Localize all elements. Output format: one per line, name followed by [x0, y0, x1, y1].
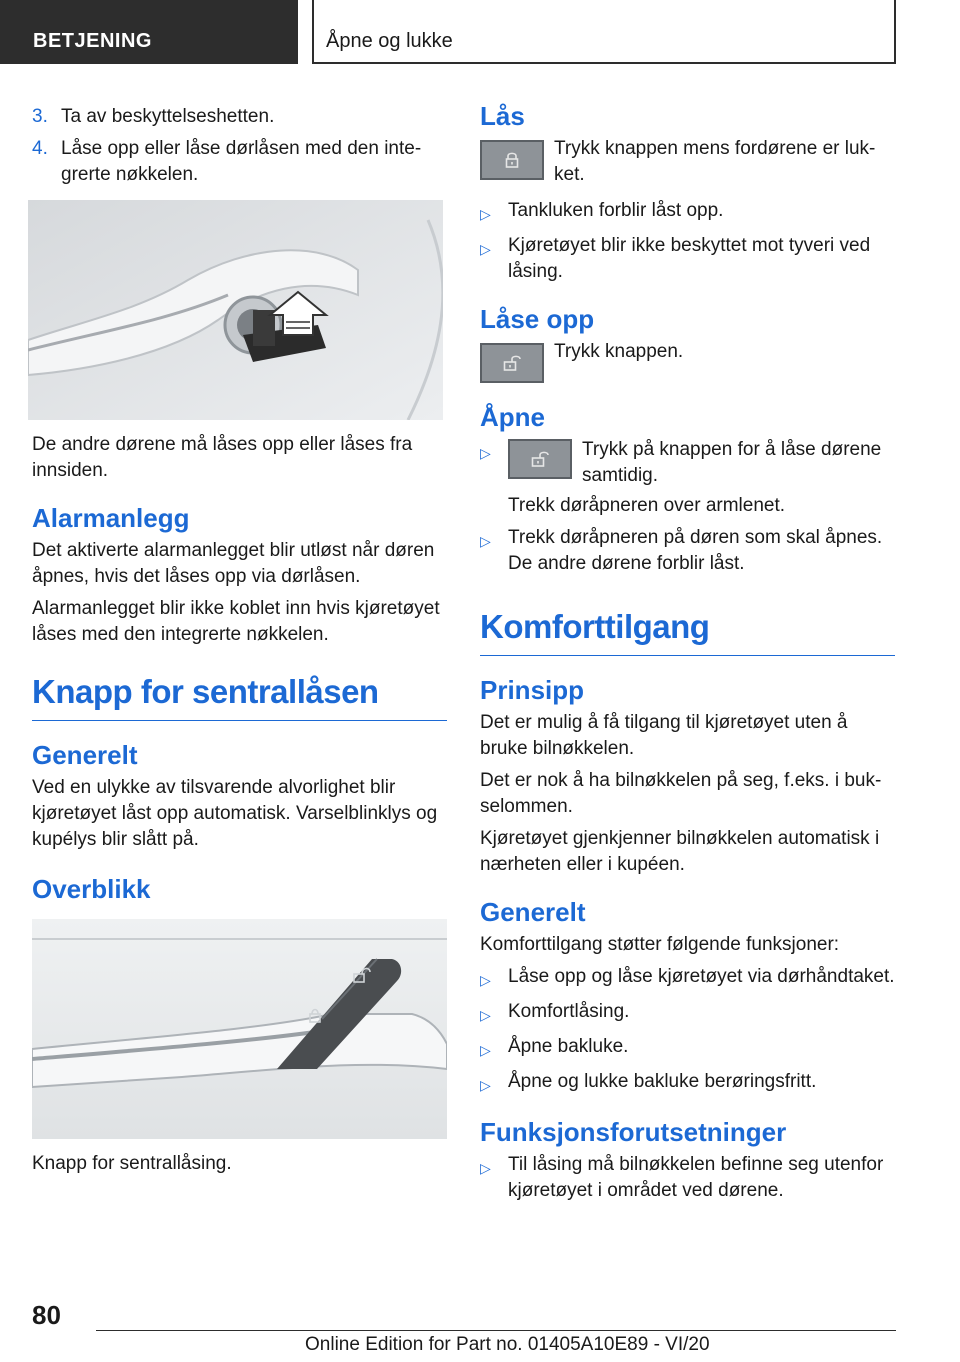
section-heading: Generelt: [480, 897, 586, 927]
footer-divider: [96, 1330, 896, 1331]
bullet-text: Tankluken forblir låst opp.: [508, 200, 724, 221]
unlock-instruction: [480, 339, 895, 383]
padlock-open-icon: [501, 353, 523, 373]
instruction-text: Trykk knappen.: [554, 341, 684, 362]
triangle-right-icon: ▷: [480, 241, 491, 257]
bullet-subtext: Trekk døråpneren over armlenet.: [508, 495, 786, 516]
section-title: BETJENING: [33, 30, 152, 52]
section-heading: Lås: [480, 101, 525, 131]
door-lock-key-figure: [28, 200, 443, 420]
section-heading: Generelt: [32, 740, 138, 770]
bullet-item: [480, 198, 895, 227]
section-heading: Låse opp: [480, 304, 595, 334]
paragraph: Komforttilgang støtter følgende funksjoner:: [480, 934, 840, 955]
paragraph: Det aktiverte alarmanlegget blir utløst når døren åpnes, hvis det låses opp via dørlåsen.: [32, 540, 435, 587]
chapter-heading: Komforttilgang: [480, 607, 895, 656]
lock-button-image: [480, 140, 544, 180]
bullet-text: Til låsing må bilnøkkelen befinne seg utenfor kjøretøyet i området ved dørene.: [508, 1154, 884, 1201]
triangle-right-icon: ▷: [480, 1042, 491, 1058]
bullet-text: Åpne og lukke bakluke berøringsfritt.: [508, 1071, 817, 1092]
unlock-button-image: [508, 439, 572, 479]
edition-text: Online Edition for Part no. 01405A10E89 - VI/20: [305, 1334, 710, 1355]
section-heading: Funksjonsforutsetninger: [480, 1117, 787, 1147]
chapter-heading: Knapp for sentrallåsen: [32, 672, 447, 721]
padlock-open-icon: [529, 449, 551, 469]
paragraph: Ved en ulykke av tilsvarende alvorlighet blir kjøretøyet låst opp automatisk. Varselblinklys og kupélys blir slått på.: [32, 777, 438, 850]
triangle-right-icon: ▷: [480, 972, 491, 988]
instruction-text: Trykk på knappen for å låse dørene samtidig.: [582, 439, 882, 486]
padlock-closed-icon: [502, 150, 522, 170]
triangle-right-icon: ▷: [480, 445, 491, 461]
instruction-text: Trykk knappen mens fordørene er lukket.: [554, 138, 876, 185]
section-heading: Prinsipp: [480, 675, 585, 705]
bullet-text: Trekk døråpneren på døren som skal åpnes. De andre dørene forblir låst.: [508, 527, 883, 574]
bullet-text: Åpne bakluke.: [508, 1036, 629, 1057]
step-text: Ta av beskyttelseshetten.: [61, 106, 275, 127]
step-item: [32, 104, 447, 130]
chapter-title: Åpne og lukke: [326, 30, 453, 52]
figure-caption: Knapp for sentrallåsing.: [32, 1153, 232, 1174]
bullet-item: [480, 1069, 895, 1098]
paragraph: Det er nok å ha bilnøkkelen på seg, f.eks. i bukselommen.: [480, 770, 882, 817]
triangle-right-icon: ▷: [480, 206, 491, 222]
central-lock-button-figure: [32, 919, 447, 1139]
section-heading: Åpne: [480, 402, 545, 432]
bullet-text: Komfortlåsing.: [508, 1001, 630, 1022]
bullet-item: [480, 525, 895, 577]
paragraph: De andre dørene må låses opp eller låses fra innsiden.: [32, 434, 413, 481]
bullet-item: [480, 999, 895, 1028]
chapter-tab: [312, 0, 896, 64]
triangle-right-icon: ▷: [480, 533, 491, 549]
left-column: [32, 104, 447, 1183]
paragraph: Det er mulig å få tilgang til kjøretøyet uten å bruke bilnøkkelen.: [480, 712, 848, 759]
step-text: Låse opp eller låse dørlåsen med den integrerte nøkkelen.: [61, 138, 422, 185]
bullet-text: Låse opp og låse kjøretøyet via dørhåndtaket.: [508, 966, 895, 987]
step-number: 4.: [32, 138, 48, 159]
bullet-item: [480, 437, 895, 519]
step-item: [32, 136, 447, 188]
paragraph: Kjøretøyet gjenkjenner bilnøkkelen automatisk i nærheten eller i kupéen.: [480, 828, 880, 875]
page-number: 80: [32, 1300, 61, 1330]
unlock-button-image: [480, 343, 544, 383]
bullet-item: [480, 1034, 895, 1063]
paragraph: Alarmanlegget blir ikke koblet inn hvis kjøretøyet låses med den integrerte nøkkelen.: [32, 598, 440, 645]
lock-instruction: [480, 136, 895, 188]
bullet-text: Kjøretøyet blir ikke beskyttet mot tyveri ved låsing.: [508, 235, 871, 282]
section-heading: Alarmanlegg: [32, 503, 190, 533]
bullet-item: [480, 964, 895, 993]
section-tab: [0, 0, 298, 64]
triangle-right-icon: ▷: [480, 1007, 491, 1023]
section-heading: Overblikk: [32, 874, 151, 904]
triangle-right-icon: ▷: [480, 1160, 491, 1176]
bullet-item: [480, 233, 895, 285]
triangle-right-icon: ▷: [480, 1077, 491, 1093]
right-column: [480, 100, 895, 1210]
bullet-item: [480, 1152, 895, 1204]
step-number: 3.: [32, 106, 48, 127]
